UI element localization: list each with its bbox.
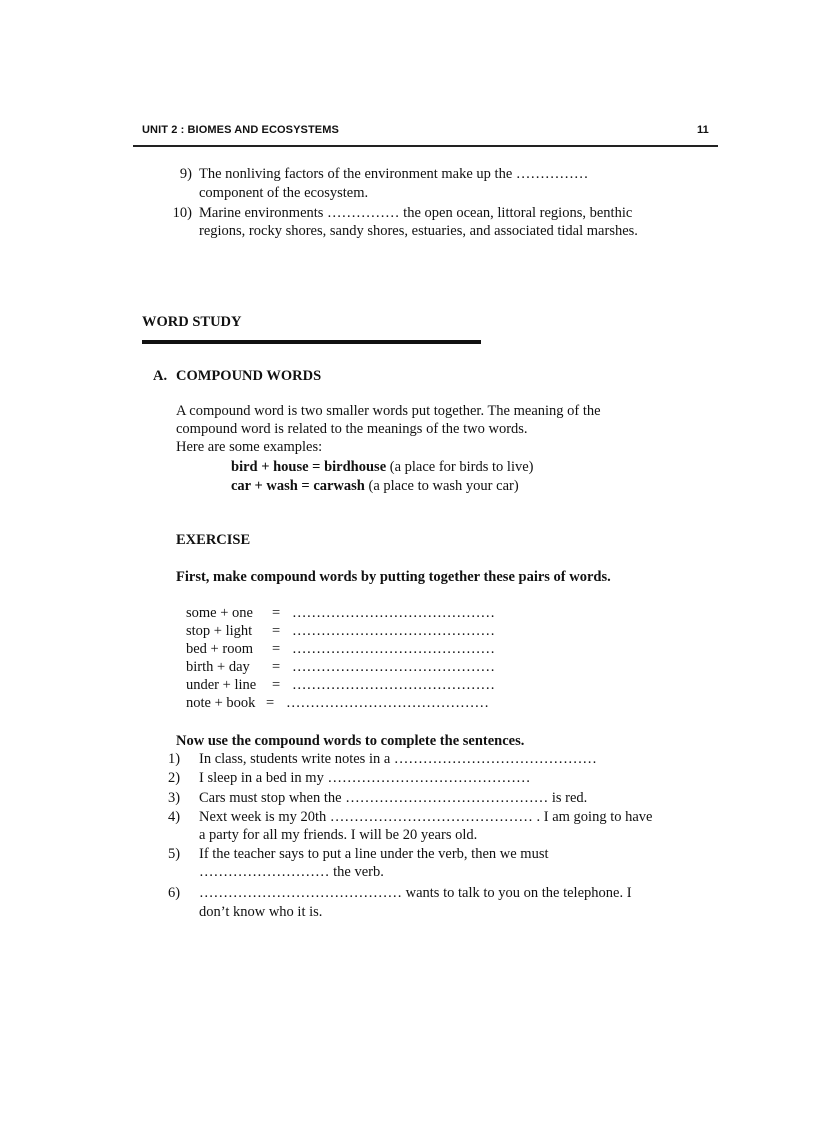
pair-words: note + book [186, 695, 256, 711]
pair-row [186, 677, 495, 694]
page-number: 11 [697, 124, 709, 136]
running-header-title: UNIT 2 : BIOMES AND ECOSYSTEMS [142, 124, 339, 136]
exercise-title: EXERCISE [176, 532, 251, 548]
pair-words: some + one [186, 605, 253, 621]
sentence-line-continued: don’t know who it is. [199, 904, 323, 920]
pair-equals: = [272, 605, 281, 621]
prev-item-10-line2: regions, rocky shores, sandy shores, estuaries, and associated tidal marshes. [199, 223, 638, 239]
pair-words: birth + day [186, 659, 250, 675]
pair-equals: = [272, 623, 281, 639]
pair-blank: …………………………………… [292, 659, 495, 675]
header-rule [133, 145, 718, 147]
pair-blank: …………………………………… [292, 641, 495, 657]
pair-equals: = [272, 677, 281, 693]
pair-blank: …………………………………… [292, 623, 495, 639]
pair-row [186, 623, 495, 640]
pair-row [186, 659, 495, 676]
sentence-line-continued: a party for all my friends. I will be 20 years old. [199, 827, 478, 843]
sentence-line: Cars must stop when the …………………………………… is red. [199, 790, 588, 806]
exercise-instruction: First, make compound words by putting together these pairs of words. [176, 569, 611, 585]
sentence-line: In class, students write notes in a …………………………………… [199, 751, 597, 767]
sentence-line: Next week is my 20th …………………………………… . I am going to have [199, 809, 653, 825]
prev-item-9-line2: component of the ecosystem. [199, 185, 369, 201]
pair-blank: …………………………………… [292, 605, 495, 621]
sentence-line: …………………………………… wants to talk to you on the telephone. I [199, 885, 632, 901]
intro-line-3: Here are some examples: [176, 439, 323, 455]
example-gloss: (a place to wash your car) [364, 478, 519, 494]
pair-words: stop + light [186, 623, 253, 639]
item-number: 9) [179, 166, 192, 182]
sentence-line-continued: ……………………… the verb. [199, 864, 384, 880]
sentence-line: I sleep in a bed in my …………………………………… [199, 770, 531, 786]
prev-item-10 [158, 205, 192, 222]
section-rule [142, 340, 481, 344]
intro-line-2: compound word is related to the meanings of the two words. [176, 421, 528, 437]
sentence-line: If the teacher says to put a line under the verb, then we must [199, 846, 549, 862]
pair-words: bed + room [186, 641, 253, 657]
example-formula: car + wash = carwash [231, 478, 365, 494]
sentence-number: 4) [168, 809, 181, 825]
sentence-number: 5) [168, 846, 181, 862]
pair-equals: = [272, 659, 281, 675]
sentence-number: 6) [168, 885, 181, 901]
example-2 [231, 478, 519, 495]
item-number: 10) [172, 205, 192, 221]
pair-equals: = [266, 695, 275, 711]
example-1 [231, 459, 533, 476]
pair-row [186, 695, 489, 712]
pair-equals: = [272, 641, 281, 657]
pair-row [186, 641, 495, 658]
intro-line-1: A compound word is two smaller words put together. The meaning of the [176, 403, 601, 419]
section-a-label: A. [153, 368, 168, 384]
prev-item-10-line1: Marine environments …………… the open ocean, littoral regions, benthic [199, 205, 633, 221]
sentence-number: 1) [168, 751, 181, 767]
exercise-instruction-2: Now use the compound words to complete the sentences. [176, 733, 525, 749]
section-a-title: COMPOUND WORDS [176, 368, 322, 384]
sentence-number: 3) [168, 790, 181, 806]
example-gloss: (a place for birds to live) [386, 459, 534, 475]
section-title-word-study: WORD STUDY [142, 314, 242, 330]
pair-row [186, 605, 495, 622]
prev-item-9-line1: The nonliving factors of the environment make up the …………… [199, 166, 589, 182]
pair-blank: …………………………………… [292, 677, 495, 693]
pair-words: under + line [186, 677, 257, 693]
prev-item-9 [158, 166, 192, 183]
pair-blank: …………………………………… [286, 695, 489, 711]
sentence-number: 2) [168, 770, 181, 786]
example-formula: bird + house = birdhouse [231, 459, 387, 475]
